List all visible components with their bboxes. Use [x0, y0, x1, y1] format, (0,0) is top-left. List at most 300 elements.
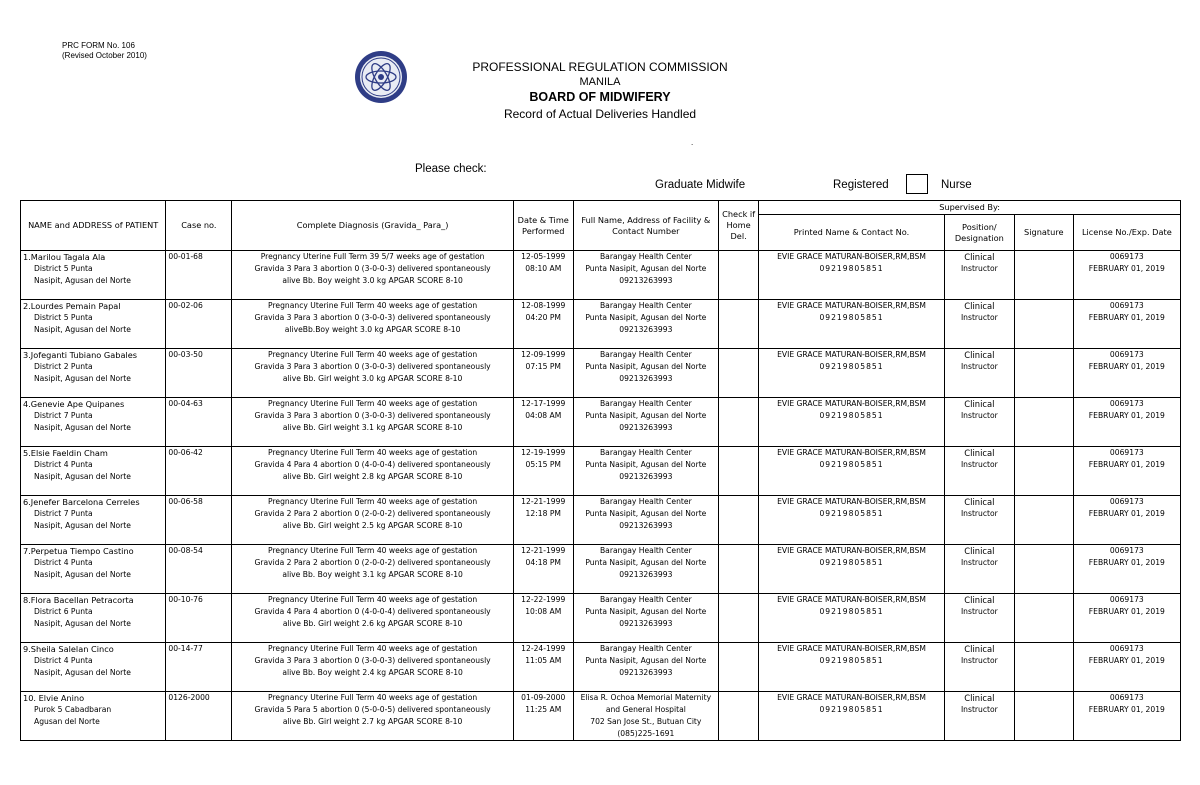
supervisor-cell — [759, 643, 945, 692]
position-cell — [944, 398, 1014, 447]
patient-cell — [21, 300, 166, 349]
supervisor-cell — [759, 545, 945, 594]
patient-name: 10. Elvie Anino — [23, 693, 85, 703]
facility-line-3: 09213263993 — [619, 423, 673, 432]
license-cell — [1073, 251, 1180, 300]
supervisor-contact: 09219805851 — [819, 362, 884, 371]
diagnosis-cell — [232, 545, 513, 594]
position-line-2: Instructor — [960, 509, 998, 518]
position-line-1: Clinical — [964, 497, 995, 507]
patient-name: 7.Perpetua Tiempo Castino — [23, 546, 134, 556]
facility-cell — [573, 398, 718, 447]
home-delivery-check[interactable] — [719, 496, 759, 545]
facility-line-1: Barangay Health Center — [599, 546, 692, 555]
patient-address-1: District 4 Punta — [34, 460, 93, 469]
position-line-2: Instructor — [960, 558, 998, 567]
datetime-cell — [513, 545, 573, 594]
position-line-2: Instructor — [960, 656, 998, 665]
license-number: 0069173 — [1109, 693, 1144, 702]
signature-cell[interactable] — [1014, 545, 1073, 594]
delivery-time: 05:15 PM — [525, 460, 561, 469]
facility-cell — [573, 545, 718, 594]
delivery-date: 12-21-1999 — [521, 497, 566, 506]
position-line-2: Instructor — [960, 411, 998, 420]
patient-address-2: Agusan del Norte — [34, 717, 100, 726]
supervisor-cell — [759, 300, 945, 349]
table-row — [21, 692, 1181, 741]
header-supervised: Supervised By: — [759, 201, 1181, 215]
delivery-time: 07:15 PM — [525, 362, 561, 371]
delivery-date: 12-19-1999 — [521, 448, 566, 457]
diagnosis-line-1: Pregnancy Uterine Full Term 40 weeks age of gestation — [268, 350, 478, 359]
header-position: Position/ Designation — [944, 215, 1014, 251]
facility-line-3: 09213263993 — [619, 570, 673, 579]
supervisor-cell — [759, 349, 945, 398]
supervisor-name: EVIE GRACE MATURAN-BOISER,RM,BSM — [777, 595, 926, 604]
position-line-1: Clinical — [964, 693, 995, 703]
patient-name: 8.Flora Bacellan Petracorta — [23, 595, 134, 605]
diagnosis-cell — [232, 447, 513, 496]
datetime-cell — [513, 692, 573, 741]
position-line-1: Clinical — [964, 644, 995, 654]
table-row — [21, 545, 1181, 594]
delivery-time: 11:25 AM — [525, 705, 562, 714]
facility-line-2: Punta Nasipit, Agusan del Norte — [585, 509, 707, 518]
table-row — [21, 398, 1181, 447]
header-case: Case no. — [166, 201, 232, 251]
patient-address-2: Nasipit, Agusan del Norte — [34, 374, 131, 383]
facility-line-2: Punta Nasipit, Agusan del Norte — [585, 656, 707, 665]
table-row — [21, 594, 1181, 643]
license-expiry: FEBRUARY 01, 2019 — [1088, 656, 1165, 665]
home-delivery-check[interactable] — [719, 545, 759, 594]
delivery-date: 12-08-1999 — [521, 301, 566, 310]
signature-cell[interactable] — [1014, 300, 1073, 349]
position-line-2: Instructor — [960, 460, 998, 469]
case-number: 00-10-76 — [166, 594, 232, 643]
home-delivery-check[interactable] — [719, 300, 759, 349]
diagnosis-cell — [232, 692, 513, 741]
patient-name: 2.Lourdes Pemain Papal — [23, 301, 121, 311]
license-expiry: FEBRUARY 01, 2019 — [1088, 607, 1165, 616]
patient-cell — [21, 251, 166, 300]
position-line-2: Instructor — [960, 313, 998, 322]
patient-address-2: Nasipit, Agusan del Norte — [34, 619, 131, 628]
facility-line-3: 702 San Jose St., Butuan City — [590, 717, 702, 726]
license-expiry: FEBRUARY 01, 2019 — [1088, 264, 1165, 273]
delivery-date: 01-09-2000 — [521, 693, 566, 702]
facility-line-1: Barangay Health Center — [599, 644, 692, 653]
license-expiry: FEBRUARY 01, 2019 — [1088, 558, 1165, 567]
license-number: 0069173 — [1109, 399, 1144, 408]
position-line-2: Instructor — [960, 362, 998, 371]
supervisor-name: EVIE GRACE MATURAN-BOISER,RM,BSM — [777, 350, 926, 359]
diagnosis-line-1: Pregnancy Uterine Full Term 40 weeks age of gestation — [268, 399, 478, 408]
table-row — [21, 643, 1181, 692]
patient-name: 4.Genevie Ape Quipanes — [23, 399, 125, 409]
delivery-date: 12-17-1999 — [521, 399, 566, 408]
supervisor-name: EVIE GRACE MATURAN-BOISER,RM,BSM — [777, 497, 926, 506]
form-number — [62, 41, 147, 61]
supervisor-cell — [759, 594, 945, 643]
position-cell — [944, 692, 1014, 741]
supervisor-cell — [759, 496, 945, 545]
license-expiry: FEBRUARY 01, 2019 — [1088, 411, 1165, 420]
datetime-cell — [513, 398, 573, 447]
delivery-date: 12-24-1999 — [521, 644, 566, 653]
delivery-time: 04:18 PM — [525, 558, 561, 567]
facility-cell — [573, 496, 718, 545]
prc-seal-icon — [354, 50, 408, 104]
facility-cell — [573, 447, 718, 496]
position-line-1: Clinical — [964, 350, 995, 360]
patient-address-1: Purok 5 Cabadbaran — [34, 705, 112, 714]
diagnosis-line-2: Gravida 2 Para 2 abortion 0 (2-0-0-2) delivered spontaneously — [254, 509, 491, 518]
patient-address-1: District 4 Punta — [34, 656, 93, 665]
patient-address-1: District 5 Punta — [34, 264, 93, 273]
table-row — [21, 447, 1181, 496]
supervisor-name: EVIE GRACE MATURAN-BOISER,RM,BSM — [777, 693, 926, 702]
supervisor-contact: 09219805851 — [819, 509, 884, 518]
supervisor-contact: 09219805851 — [819, 264, 884, 273]
facility-line-2: and General Hospital — [605, 705, 686, 714]
form-number-label: PRC FORM No. 106 — [62, 41, 135, 50]
table-row — [21, 496, 1181, 545]
patient-cell — [21, 496, 166, 545]
nurse-checkbox[interactable] — [906, 174, 928, 194]
patient-name: 1.Marilou Tagala Ala — [23, 252, 106, 262]
facility-line-3: 09213263993 — [619, 472, 673, 481]
home-delivery-check[interactable] — [719, 692, 759, 741]
position-line-2: Instructor — [960, 705, 998, 714]
facility-line-1: Barangay Health Center — [599, 399, 692, 408]
diagnosis-line-3: alive Bb. Boy weight 2.4 kg APGAR SCORE 8-10 — [282, 668, 463, 677]
facility-line-3: 09213263993 — [619, 668, 673, 677]
patient-cell — [21, 349, 166, 398]
datetime-cell — [513, 594, 573, 643]
datetime-cell — [513, 496, 573, 545]
facility-line-1: Barangay Health Center — [599, 252, 692, 261]
patient-address-2: Nasipit, Agusan del Norte — [34, 472, 131, 481]
patient-address-2: Nasipit, Agusan del Norte — [34, 521, 131, 530]
table-row — [21, 300, 1181, 349]
home-delivery-check[interactable] — [719, 349, 759, 398]
header-home-delivery: Check if Home Del. — [719, 201, 759, 251]
facility-line-3: 09213263993 — [619, 276, 673, 285]
diagnosis-line-2: Gravida 3 Para 3 abortion 0 (3-0-0-3) delivered spontaneously — [254, 264, 491, 273]
diagnosis-line-1: Pregnancy Uterine Full Term 40 weeks age of gestation — [268, 448, 478, 457]
license-cell — [1073, 594, 1180, 643]
facility-line-2: Punta Nasipit, Agusan del Norte — [585, 264, 707, 273]
license-number: 0069173 — [1109, 595, 1144, 604]
header-datetime: Date & Time Performed — [513, 201, 573, 251]
patient-address-2: Nasipit, Agusan del Norte — [34, 276, 131, 285]
patient-address-2: Nasipit, Agusan del Norte — [34, 668, 131, 677]
table-body — [21, 251, 1181, 741]
diagnosis-cell — [232, 496, 513, 545]
supervisor-contact: 09219805851 — [819, 460, 884, 469]
supervisor-cell — [759, 398, 945, 447]
position-cell — [944, 251, 1014, 300]
delivery-date: 12-22-1999 — [521, 595, 566, 604]
patient-name: 3.Jofeganti Tubiano Gabales — [23, 350, 138, 360]
delivery-time: 12:18 PM — [525, 509, 561, 518]
supervisor-contact: 09219805851 — [819, 313, 884, 322]
diagnosis-line-3: alive Bb. Boy weight 3.0 kg APGAR SCORE 8-10 — [282, 276, 463, 285]
case-number: 00-02-06 — [166, 300, 232, 349]
license-expiry: FEBRUARY 01, 2019 — [1088, 313, 1165, 322]
datetime-cell — [513, 643, 573, 692]
supervisor-contact: 09219805851 — [819, 411, 884, 420]
patient-cell — [21, 447, 166, 496]
patient-cell — [21, 398, 166, 447]
supervisor-cell — [759, 447, 945, 496]
delivery-time: 11:05 AM — [525, 656, 562, 665]
position-line-2: Instructor — [960, 607, 998, 616]
license-expiry: FEBRUARY 01, 2019 — [1088, 705, 1165, 714]
diagnosis-line-1: Pregnancy Uterine Full Term 39 5/7 weeks age of gestation — [260, 252, 485, 261]
license-cell — [1073, 496, 1180, 545]
license-cell — [1073, 643, 1180, 692]
license-expiry: FEBRUARY 01, 2019 — [1088, 460, 1165, 469]
supervisor-name: EVIE GRACE MATURAN-BOISER,RM,BSM — [777, 252, 926, 261]
supervisor-contact: 09219805851 — [819, 656, 884, 665]
diagnosis-line-3: alive Bb. Girl weight 2.8 kg APGAR SCORE 8-10 — [282, 472, 463, 481]
position-cell — [944, 349, 1014, 398]
case-number: 0126-2000 — [166, 692, 232, 741]
diagnosis-cell — [232, 594, 513, 643]
diagnosis-cell — [232, 643, 513, 692]
diagnosis-line-1: Pregnancy Uterine Full Term 40 weeks age of gestation — [268, 595, 478, 604]
facility-line-3: 09213263993 — [619, 374, 673, 383]
signature-cell[interactable] — [1014, 643, 1073, 692]
supervisor-contact: 09219805851 — [819, 705, 884, 714]
license-number: 0069173 — [1109, 546, 1144, 555]
license-cell — [1073, 447, 1180, 496]
position-line-1: Clinical — [964, 301, 995, 311]
diagnosis-line-1: Pregnancy Uterine Full Term 40 weeks age of gestation — [268, 693, 478, 702]
position-line-1: Clinical — [964, 448, 995, 458]
diagnosis-cell — [232, 349, 513, 398]
patient-address-2: Nasipit, Agusan del Norte — [34, 423, 131, 432]
license-cell — [1073, 349, 1180, 398]
signature-cell[interactable] — [1014, 447, 1073, 496]
license-number: 0069173 — [1109, 350, 1144, 359]
header-name: NAME and ADDRESS of PATIENT — [21, 201, 166, 251]
diagnosis-cell — [232, 251, 513, 300]
facility-line-1: Barangay Health Center — [599, 497, 692, 506]
diagnosis-line-2: Gravida 4 Para 4 abortion 0 (4-0-0-4) delivered spontaneously — [254, 607, 491, 616]
facility-line-1: Elisa R. Ochoa Memorial Maternity — [580, 693, 712, 702]
supervisor-cell — [759, 251, 945, 300]
signature-cell[interactable] — [1014, 496, 1073, 545]
facility-line-1: Barangay Health Center — [599, 301, 692, 310]
diagnosis-line-1: Pregnancy Uterine Full Term 40 weeks age of gestation — [268, 644, 478, 653]
patient-name: 6.Jenefer Barcelona Cerreles — [23, 497, 140, 507]
diagnosis-line-1: Pregnancy Uterine Full Term 40 weeks age of gestation — [268, 497, 478, 506]
patient-address-1: District 7 Punta — [34, 509, 93, 518]
header-printed-name: Printed Name & Contact No. — [759, 215, 945, 251]
position-cell — [944, 643, 1014, 692]
case-number: 00-04-63 — [166, 398, 232, 447]
facility-line-2: Punta Nasipit, Agusan del Norte — [585, 411, 707, 420]
license-expiry: FEBRUARY 01, 2019 — [1088, 509, 1165, 518]
supervisor-contact: 09219805851 — [819, 607, 884, 616]
patient-address-1: District 4 Punta — [34, 558, 93, 567]
facility-line-1: Barangay Health Center — [599, 595, 692, 604]
diagnosis-line-2: Gravida 3 Para 3 abortion 0 (3-0-0-3) delivered spontaneously — [254, 411, 491, 420]
diagnosis-line-3: alive Bb. Girl weight 3.0 kg APGAR SCORE 8-10 — [282, 374, 463, 383]
signature-cell[interactable] — [1014, 692, 1073, 741]
diagnosis-line-2: Gravida 3 Para 3 abortion 0 (3-0-0-3) delivered spontaneously — [254, 313, 491, 322]
diagnosis-line-1: Pregnancy Uterine Full Term 40 weeks age of gestation — [268, 301, 478, 310]
delivery-time: 10:08 AM — [525, 607, 562, 616]
nurse-option: Nurse — [941, 179, 972, 191]
registered-option: Registered — [833, 179, 889, 191]
position-line-1: Clinical — [964, 399, 995, 409]
position-line-1: Clinical — [964, 252, 995, 262]
patient-cell — [21, 643, 166, 692]
patient-address-1: District 5 Punta — [34, 313, 93, 322]
facility-line-3: 09213263993 — [619, 619, 673, 628]
home-delivery-check[interactable] — [719, 447, 759, 496]
diagnosis-line-1: Pregnancy Uterine Full Term 40 weeks age of gestation — [268, 546, 478, 555]
supervisor-cell — [759, 692, 945, 741]
facility-line-2: Punta Nasipit, Agusan del Norte — [585, 460, 707, 469]
diagnosis-cell — [232, 300, 513, 349]
license-cell — [1073, 398, 1180, 447]
license-cell — [1073, 300, 1180, 349]
signature-cell[interactable] — [1014, 594, 1073, 643]
stray-dot: . — [691, 138, 694, 147]
patient-address-1: District 7 Punta — [34, 411, 93, 420]
diagnosis-line-3: alive Bb. Girl weight 2.5 kg APGAR SCORE 8-10 — [282, 521, 463, 530]
diagnosis-line-3: alive Bb. Girl weight 2.6 kg APGAR SCORE 8-10 — [282, 619, 463, 628]
diagnosis-line-3: alive Bb. Girl weight 2.7 kg APGAR SCORE 8-10 — [282, 717, 463, 726]
case-number: 00-14-77 — [166, 643, 232, 692]
home-delivery-check[interactable] — [719, 398, 759, 447]
graduate-midwife-option: Graduate Midwife — [655, 179, 746, 191]
patient-name: 5.Elsie Faeldin Cham — [23, 448, 108, 458]
board-title: BOARD OF MIDWIFERY — [529, 90, 671, 104]
supervisor-name: EVIE GRACE MATURAN-BOISER,RM,BSM — [777, 546, 926, 555]
diagnosis-line-2: Gravida 3 Para 3 abortion 0 (3-0-0-3) delivered spontaneously — [254, 656, 491, 665]
patient-address-2: Nasipit, Agusan del Norte — [34, 570, 131, 579]
position-cell — [944, 496, 1014, 545]
datetime-cell — [513, 251, 573, 300]
facility-cell — [573, 594, 718, 643]
patient-address-1: District 6 Punta — [34, 607, 93, 616]
position-line-2: Instructor — [960, 264, 998, 273]
facility-line-2: Punta Nasipit, Agusan del Norte — [585, 313, 707, 322]
datetime-cell — [513, 447, 573, 496]
diagnosis-line-2: Gravida 2 Para 2 abortion 0 (2-0-0-2) delivered spontaneously — [254, 558, 491, 567]
deliveries-table — [20, 200, 1181, 741]
header-license: License No./Exp. Date — [1073, 215, 1180, 251]
header-facility: Full Name, Address of Facility & Contact Number — [573, 201, 718, 251]
supervisor-name: EVIE GRACE MATURAN-BOISER,RM,BSM — [777, 399, 926, 408]
record-title: Record of Actual Deliveries Handled — [503, 107, 697, 121]
supervisor-name: EVIE GRACE MATURAN-BOISER,RM,BSM — [777, 301, 926, 310]
facility-line-2: Punta Nasipit, Agusan del Norte — [585, 607, 707, 616]
signature-cell[interactable] — [1014, 251, 1073, 300]
license-number: 0069173 — [1109, 497, 1144, 506]
diagnosis-cell — [232, 398, 513, 447]
license-cell — [1073, 545, 1180, 594]
position-cell — [944, 300, 1014, 349]
datetime-cell — [513, 300, 573, 349]
facility-line-1: Barangay Health Center — [599, 350, 692, 359]
supervisor-name: EVIE GRACE MATURAN-BOISER,RM,BSM — [777, 644, 926, 653]
facility-cell — [573, 251, 718, 300]
delivery-time: 04:20 PM — [525, 313, 561, 322]
case-number: 00-06-58 — [166, 496, 232, 545]
patient-cell — [21, 545, 166, 594]
patient-address-2: Nasipit, Agusan del Norte — [34, 325, 131, 334]
header-diagnosis: Complete Diagnosis (Gravida_ Para_) — [232, 201, 513, 251]
please-check-label: Please check: — [415, 163, 487, 175]
diagnosis-line-2: Gravida 5 Para 5 abortion 0 (5-0-0-5) delivered spontaneously — [254, 705, 491, 714]
home-delivery-check[interactable] — [719, 594, 759, 643]
facility-cell — [573, 349, 718, 398]
patient-cell — [21, 692, 166, 741]
diagnosis-line-3: alive Bb. Boy weight 3.1 kg APGAR SCORE 8-10 — [282, 570, 463, 579]
supervisor-name: EVIE GRACE MATURAN-BOISER,RM,BSM — [777, 448, 926, 457]
patient-cell — [21, 594, 166, 643]
position-line-1: Clinical — [964, 546, 995, 556]
delivery-date: 12-09-1999 — [521, 350, 566, 359]
header-signature: Signature — [1014, 215, 1073, 251]
facility-line-4: (085)225-1691 — [617, 729, 675, 738]
patient-address-1: District 2 Punta — [34, 362, 93, 371]
case-number: 00-06-42 — [166, 447, 232, 496]
document-header — [450, 60, 750, 122]
form-revised-label: (Revised October 2010) — [62, 51, 147, 60]
delivery-time: 08:10 AM — [525, 264, 562, 273]
delivery-date: 12-05-1999 — [521, 252, 566, 261]
license-number: 0069173 — [1109, 301, 1144, 310]
signature-cell[interactable] — [1014, 349, 1073, 398]
table-row — [21, 251, 1181, 300]
home-delivery-check[interactable] — [719, 251, 759, 300]
table-row — [21, 349, 1181, 398]
license-expiry: FEBRUARY 01, 2019 — [1088, 362, 1165, 371]
diagnosis-line-3: alive Bb. Girl weight 3.1 kg APGAR SCORE 8-10 — [282, 423, 463, 432]
datetime-cell — [513, 349, 573, 398]
signature-cell[interactable] — [1014, 398, 1073, 447]
patient-name: 9.Sheila Salelan Cinco — [23, 644, 114, 654]
position-line-1: Clinical — [964, 595, 995, 605]
license-number: 0069173 — [1109, 448, 1144, 457]
home-delivery-check[interactable] — [719, 643, 759, 692]
case-number: 00-08-54 — [166, 545, 232, 594]
license-number: 0069173 — [1109, 644, 1144, 653]
position-cell — [944, 545, 1014, 594]
facility-line-1: Barangay Health Center — [599, 448, 692, 457]
commission-title: PROFESSIONAL REGULATION COMMISSION — [472, 60, 728, 74]
delivery-time: 04:08 AM — [525, 411, 562, 420]
case-number: 00-03-50 — [166, 349, 232, 398]
facility-line-2: Punta Nasipit, Agusan del Norte — [585, 362, 707, 371]
delivery-date: 12-21-1999 — [521, 546, 566, 555]
facility-cell — [573, 300, 718, 349]
facility-line-3: 09213263993 — [619, 521, 673, 530]
diagnosis-line-2: Gravida 3 Para 3 abortion 0 (3-0-0-3) delivered spontaneously — [254, 362, 491, 371]
license-cell — [1073, 692, 1180, 741]
position-cell — [944, 447, 1014, 496]
city-title: MANILA — [579, 76, 621, 88]
facility-line-2: Punta Nasipit, Agusan del Norte — [585, 558, 707, 567]
